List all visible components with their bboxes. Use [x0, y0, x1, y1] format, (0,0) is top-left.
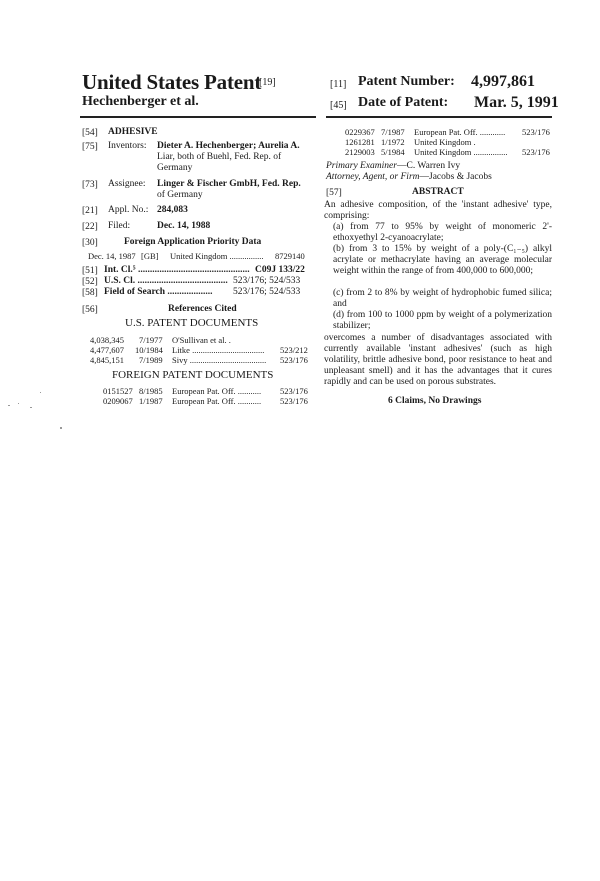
us-doc-number: 4,477,607 [90, 345, 124, 355]
abstract-outro: overcomes a number of disadvantages associated with currently available 'instant adhesives' (such as high volatility, brittle adhesive bond, poor resistance to heat and unpleasant smell) and it has the advantages that it cures rapidly and can be used on porous substrates. [324, 333, 552, 387]
examiner-value: —C. Warren Ivy [396, 161, 461, 171]
inventors-line-1: Dieter A. Hechenberger; Aurelia A. [157, 141, 300, 151]
scan-speck [30, 407, 32, 408]
search-label: Field of Search ................... [104, 287, 213, 297]
claim-a: (a) from 77 to 95% by weight of monomeric 2'-ethoxyethyl 2-cyanoacrylate; [333, 222, 552, 243]
priority-heading: Foreign Application Priority Data [124, 237, 262, 247]
abstract-intro: An adhesive composition, of the 'instant adhesive' type, comprising: [324, 200, 552, 221]
number-label: Patent Number: [358, 74, 455, 89]
foreign-doc-date: 8/1985 [139, 386, 163, 396]
attorney [326, 172, 492, 183]
foreign-doc-class: 523/176 [280, 396, 308, 406]
number-code: [11] [330, 79, 347, 90]
patent-title: United States Patent [82, 70, 262, 94]
filed-label: Filed: [108, 221, 131, 231]
date-label: Date of Patent: [358, 95, 449, 110]
foreign-doc-name: United Kingdom . [414, 137, 476, 147]
us-doc-date: 7/1989 [139, 355, 163, 365]
foreign-doc-number: 1261281 [345, 137, 375, 147]
us-doc-class: 523/212 [280, 345, 308, 355]
refs-heading: References Cited [168, 304, 237, 314]
inventors-label: Inventors: [108, 141, 147, 151]
scan-speck [60, 427, 62, 429]
priority-number: 8729140 [275, 251, 305, 261]
priority-code: [30] [82, 238, 98, 248]
patent-number: 4,997,861 [471, 73, 535, 90]
title-field-code: [54] [82, 128, 98, 138]
uscl-code: [52] [82, 277, 98, 287]
scan-speck [18, 403, 19, 404]
claims-summary: 6 Claims, No Drawings [388, 396, 482, 406]
appl-code: [21] [82, 206, 98, 216]
examiner-label: Primary Examiner [326, 161, 397, 171]
us-doc-number: 4,845,151 [90, 355, 124, 365]
foreign-doc-name: European Pat. Off. ........... [172, 386, 262, 396]
scan-speck [40, 392, 41, 393]
foreign-doc-number: 0209067 [103, 396, 133, 406]
search-value: 523/176; 524/533 [233, 287, 301, 297]
appl-number: 284,083 [157, 205, 188, 215]
refs-code: [56] [82, 305, 98, 315]
patent-date: Mar. 5, 1991 [474, 94, 559, 111]
claim-b: (b) from 3 to 15% by weight of a poly-(C₁₋₅) alkyl acrylate or methacrylate having an average molecular weight within the range of from 400,000 to 600,000; [333, 244, 552, 276]
primary-examiner [326, 161, 460, 172]
date-code: [45] [330, 100, 347, 111]
foreign-doc-date: 1/1987 [139, 396, 163, 406]
filed-code: [22] [82, 222, 98, 232]
intcl-label: Int. Cl.⁵ ............................................... [104, 265, 250, 275]
foreign-docs-heading: FOREIGN PATENT DOCUMENTS [112, 369, 274, 381]
intcl-code: [51] [82, 266, 98, 276]
assignee-code: [73] [82, 180, 98, 190]
priority-country: United Kingdom ................ [170, 251, 264, 261]
priority-cc: [GB] [141, 251, 159, 261]
filed-date: Dec. 14, 1988 [157, 221, 211, 231]
priority-date: Dec. 14, 1987 [88, 251, 136, 261]
foreign-doc-date: 7/1987 [381, 127, 405, 137]
scan-speck [8, 405, 10, 406]
us-doc-number: 4,038,345 [90, 335, 124, 345]
foreign-doc-number: 0229367 [345, 127, 375, 137]
assignee-label: Assignee: [108, 179, 146, 189]
appl-label: Appl. No.: [108, 205, 149, 215]
inventor-short: Hechenberger et al. [82, 94, 199, 109]
foreign-doc-number: 2129003 [345, 147, 375, 157]
uscl-label: U.S. Cl. ...................................... [104, 276, 228, 286]
us-doc-name: Litke .................................. [172, 345, 265, 355]
header-rule-right [326, 116, 552, 118]
abstract-heading: ABSTRACT [412, 187, 464, 197]
inventors-code: [75] [82, 142, 98, 152]
foreign-doc-class: 523/176 [522, 147, 550, 157]
foreign-doc-name: United Kingdom ................ [414, 147, 508, 157]
uscl-value: 523/176; 524/533 [233, 276, 301, 286]
inventors-line-2: Liar, both of Buehl, Fed. Rep. of [157, 152, 282, 162]
foreign-doc-date: 1/1972 [381, 137, 405, 147]
foreign-doc-name: European Pat. Off. ........... [172, 396, 262, 406]
foreign-doc-class: 523/176 [522, 127, 550, 137]
assignee-line-2: of Germany [157, 190, 203, 200]
abstract-code: [57] [326, 188, 342, 198]
title-code: [19] [259, 77, 276, 88]
foreign-doc-class: 523/176 [280, 386, 308, 396]
claim-d: (d) from 100 to 1000 ppm by weight of a polymerization stabilizer; [333, 310, 552, 331]
assignee-line-1: Linger & Fischer GmbH, Fed. Rep. [157, 179, 301, 189]
us-doc-name: Sivy .................................... [172, 355, 267, 365]
us-doc-date: 7/1977 [139, 335, 163, 345]
search-code: [58] [82, 288, 98, 298]
us-docs-heading: U.S. PATENT DOCUMENTS [125, 317, 259, 329]
inventors-line-3: Germany [157, 163, 193, 173]
attorney-value: —Jacobs & Jacobs [419, 172, 492, 182]
header-rule-left [80, 116, 316, 118]
attorney-label: Attorney, Agent, or Firm [326, 172, 420, 182]
intcl-value: C09J 133/22 [255, 265, 305, 275]
invention-title: ADHESIVE [108, 127, 158, 137]
claim-c: (c) from 2 to 8% by weight of hydrophobic fumed silica; and [333, 288, 552, 309]
us-doc-date: 10/1984 [135, 345, 163, 355]
foreign-doc-date: 5/1984 [381, 147, 405, 157]
foreign-doc-name: European Pat. Off. ............ [414, 127, 506, 137]
us-doc-class: 523/176 [280, 355, 308, 365]
foreign-doc-number: 0151527 [103, 386, 133, 396]
us-doc-name: O'Sullivan et al. . [172, 335, 231, 345]
